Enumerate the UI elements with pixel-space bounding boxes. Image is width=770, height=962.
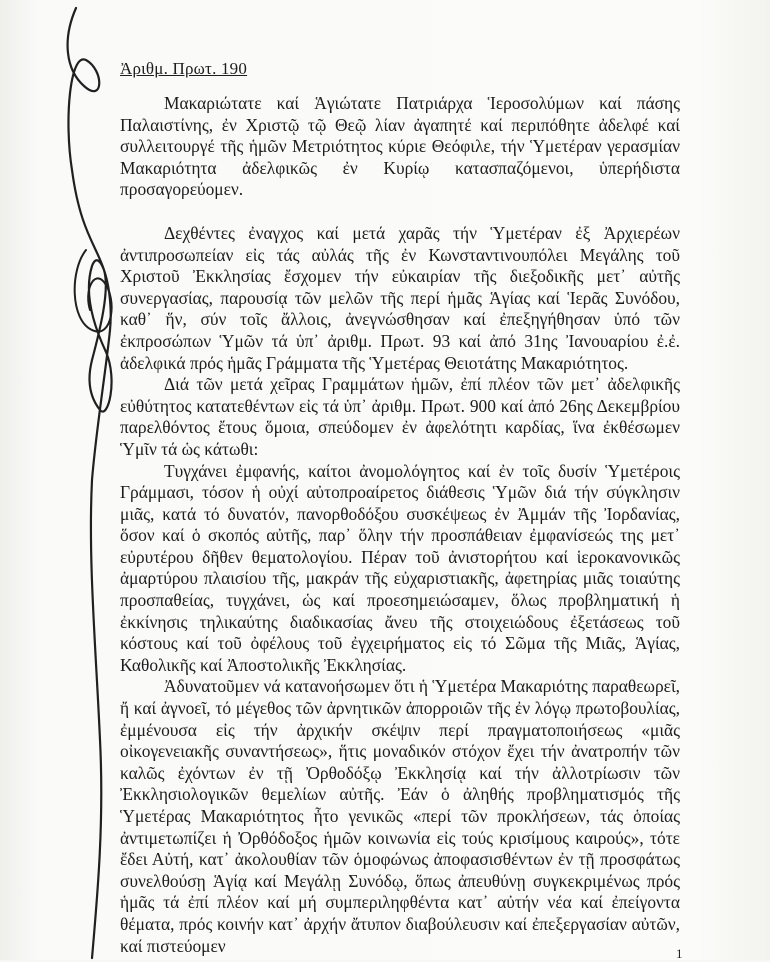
letter-body (120, 93, 680, 957)
paragraph-delegation: Δεχθέντες ἐναγχος καί μετά χαρᾶς τήν Ὑμετέραν ἐξ Ἀρχιερέων ἀντιπροσωπείαν εἰς τάς αὐλάς τῆς ἐν Κωνσταντινουπόλει Μεγάλης τοῦ Χριστοῦ Ἐκκλησίας ἔσχομεν τήν εὐκαιρίαν τῆς διεξοδικῆς μετ᾽ αὐτῆς συνεργασίας, παρουσίᾳ τῶν μελῶν τῆς περί ἡμᾶς Ἁγίας καί Ἱερᾶς Συνόδου, καθ᾽ ἥν, σύν τοῖς ἄλλοις, ἀνεγνώσθησαν καί ἐπεξηγήθησαν ὑπό τῶν ἐκπροσώπων Ὑμῶν τά ὑπ᾽ ἀριθμ. Πρωτ. 93 καί ἀπό 31ης Ἰανουαρίου ἐ.ἐ. ἀδελφικά πρός ἡμᾶς Γράμματα τῆς Ὑμετέρας Θειοτάτης Μακαριότητος. (120, 222, 680, 373)
paragraph-amman: Τυγχάνει ἐμφανής, καίτοι ἀνομολόγητος καί ἐν τοῖς δυσίν Ὑμετέροις Γράμμασι, τόσον ἡ οὐχί αὐτοπροαίρετος διάθεσις Ὑμῶν διά τήν σύγκλησιν μιᾶς, κατά τό δυνατόν, πανορθοδόξου συσκέψεως ἐν Ἀμμάν τῆς Ἰορδανίας, ὅσον καί ὁ σκοπός αὐτῆς, παρ᾽ ὅλην τήν προσπάθειαν ἐμφανίσεώς της μετ᾽ εὐρυτέρου δῆθεν θεματολογίου. Πέραν τοῦ ἀνιστορήτου καί ἱεροκανονικῶς ἀμαρτύρου πλαισίου τῆς, μακράν τῆς εὐχαριστιακῆς, ἀφετηρίας μιᾶς τοιαύτης προσπαθείας, τυγχάνει, ὡς καί προεσημειώσαμεν, ὅλως προβληματική ἡ ἐκκίνησις τηλικαύτης διαδικασίας ἄνευ τῆς στοιχειώδους ἐξετάσεως τοῦ κόστους καί τοῦ ὀφέλους τοῦ ἐγχειρήματος εἰς τό Σῶμα τῆς Μιᾶς, Ἁγίας, Καθολικῆς καί Ἀποστολικῆς Ἐκκλησίας. (120, 460, 680, 675)
paragraph-exposition: Διά τῶν μετά χεῖρας Γραμμάτων ἡμῶν, ἐπί πλέον τῶν μετ᾽ ἀδελφικῆς εὐθύτητος κατατεθέντων εἰς τά ὑπ᾽ ἀριθμ. Πρωτ. 900 καί ἀπό 26ης Δεκεμβρίου παρελθόντος ἔτους ὅμοια, σπεύδομεν ἐν ἀφελότητι καρδίας, ἵνα ἐκθέσωμεν Ὑμῖν τά ὡς κάτωθι: (120, 374, 680, 459)
page-number: 1 (676, 946, 683, 961)
protocol-number: Ἀριθμ. Πρωτ. 190 (120, 59, 248, 78)
paragraph-concerns: Ἀδυνατοῦμεν νά κατανοήσωμεν ὅτι ἡ Ὑμετέρα Μακαριότης παραθεωρεῖ, ἤ καί ἀγνοεῖ, τό μέγεθος τῶν ἀρνητικῶν ἀπορροιῶν τῆς ἐν λόγῳ πρωτοβουλίας, ἐμμένουσα εἰς τήν ἀρχικήν σκέψιν περί πραγματοποιήσεως «μιᾶς οἰκογενειακῆς συναντήσεως», ἥτις μοναδικόν στόχον ἔχει τήν ἀνατροπήν τῶν καλῶς ἐχόντων ἐν τῇ Ὀρθοδόξῳ Ἐκκλησίᾳ καί τήν ἀλλοτρίωσιν τῶν Ἐκκλησιολογικῶν θεμελίων αὐτῆς. Ἐάν ὁ ἀληθής προβληματισμός τῆς Ὑμετέρας Μακαριότητος ἦτο γενικῶς «περί τῶν προκλήσεων, τάς ὁποίας ἀντιμετωπίζει ἡ Ὀρθόδοξος ἡμῶν κοινωνία εἰς τούς κρισίμους καιρούς», τότε ἔδει Αὐτή, κατ᾽ ἀκολουθίαν τῶν ὁμοφώνως ἀποφασισθέντων ἐν τῇ προσφάτως συνελθούσῃ Ἁγίᾳ καί Μεγάλῃ Συνόδῳ, ὅπως ἀπευθύνῃ συγκεκριμένως πρός ἡμᾶς τά ἐπί πλέον καί μή συμπεριληφθέντα κατ᾽ αὐτήν νέα καί ἐπείγοντα θέματα, πρός κοινήν κατ᾽ ἀρχήν ἄτυπον διαβούλευσιν καί ἐπεξεργασίαν αὐτῶν, καί πιστεύομεν (120, 676, 680, 956)
paragraph-greeting: Μακαριώτατε καί Ἁγιώτατε Πατριάρχα Ἱεροσολύμων καί πάσης Παλαιστίνης, ἐν Χριστῷ τῷ Θεῷ λίαν ἀγαπητέ καί περιπόθητε ἀδελφέ καί συλλειτουργέ τῆς ἡμῶν Μετριότητος κύριε Θεόφιλε, τήν Ὑμετέραν γερασμίαν Μακαριότητα ἀδελφικῶς ἐν Κυρίῳ κατασπαζόμενοι, ὑπερήδιστα προσαγορεύομεν. (120, 93, 680, 200)
